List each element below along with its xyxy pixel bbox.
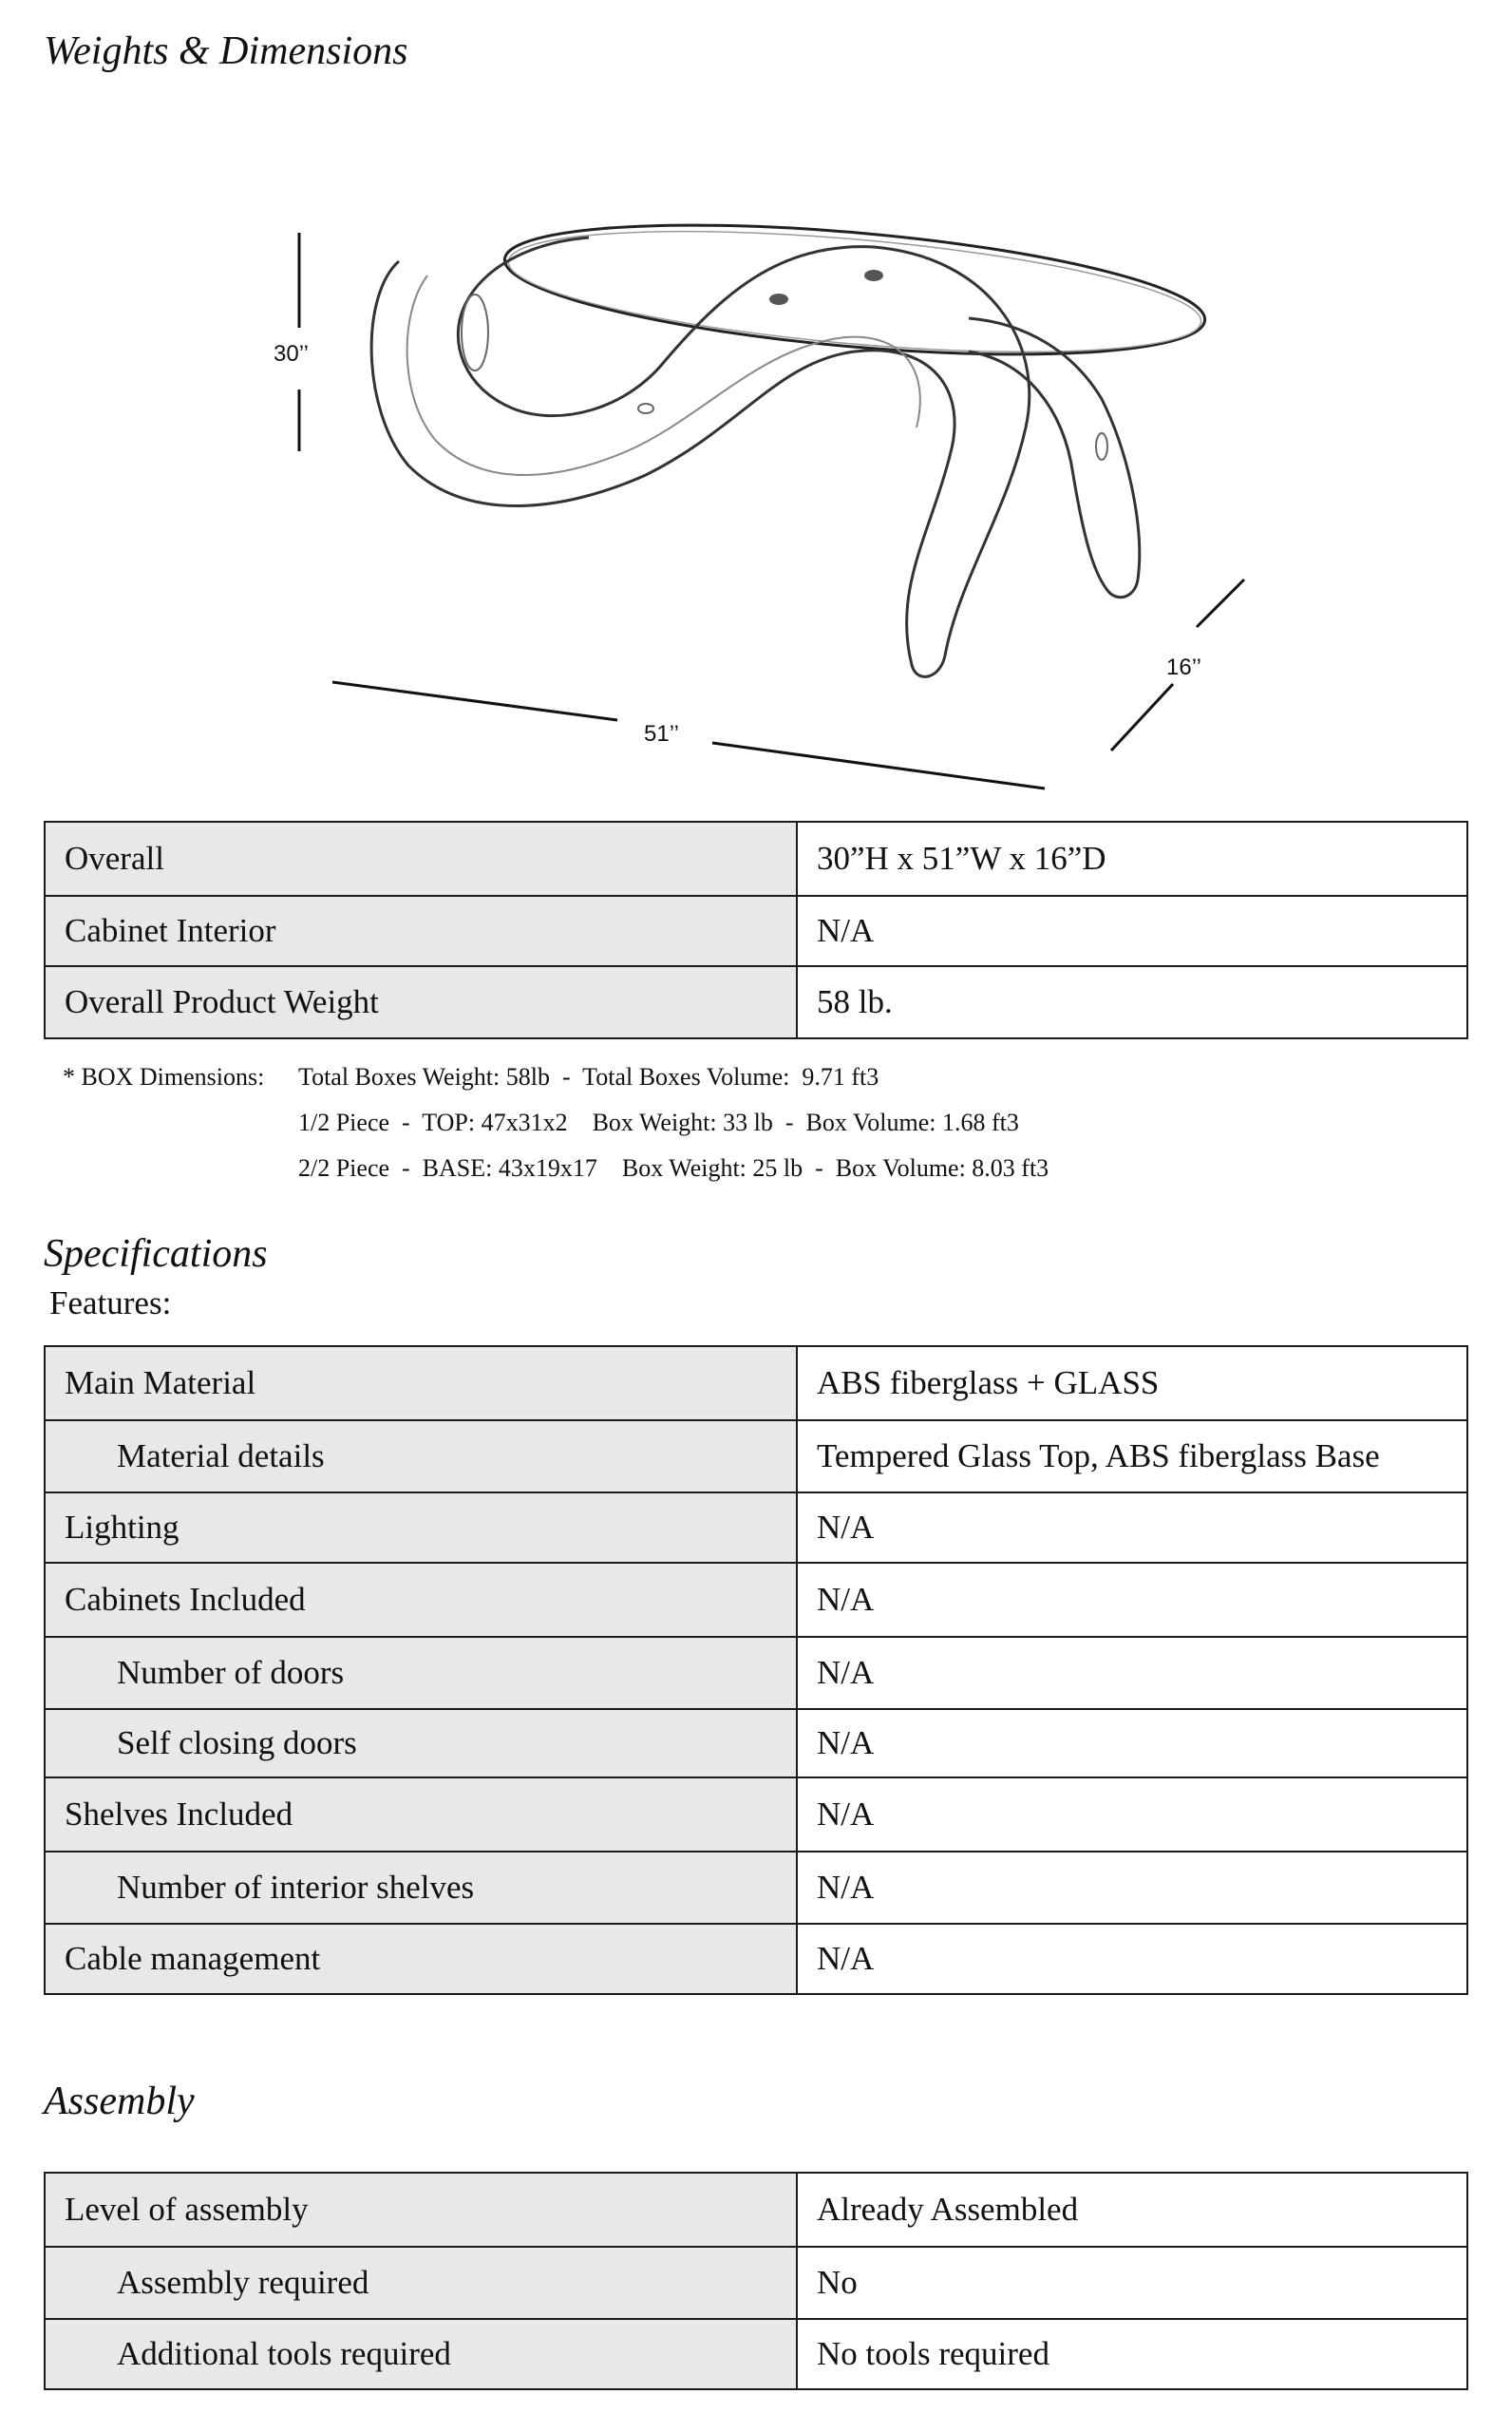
table-row <box>45 1709 1467 1777</box>
row-value: 58 lb. <box>797 966 1467 1038</box>
width-dimension-label: 51’’ <box>644 721 679 747</box>
row-value: N/A <box>797 1852 1467 1924</box>
table-row <box>45 1420 1467 1492</box>
row-label: Shelves Included <box>45 1777 797 1852</box>
assembly-title: Assembly <box>44 2080 195 2123</box>
row-label: Material details <box>45 1420 797 1492</box>
table-row <box>45 2247 1467 2319</box>
row-value: 30”H x 51”W x 16”D <box>797 822 1467 896</box>
height-dimension-label: 30’’ <box>274 341 309 367</box>
row-value: N/A <box>797 1924 1467 1994</box>
row-label: Overall <box>45 822 797 896</box>
row-label: Main Material <box>45 1346 797 1420</box>
box-dimensions-lead: * BOX Dimensions: <box>63 1063 265 1091</box>
row-value: Tempered Glass Top, ABS fiberglass Base <box>797 1420 1467 1492</box>
depth-dimension-line-bottom <box>1111 684 1173 750</box>
row-label: Additional tools required <box>45 2319 797 2389</box>
row-label: Level of assembly <box>45 2173 797 2247</box>
depth-dimension-label: 16’’ <box>1166 655 1201 680</box>
width-dimension-line-left <box>332 682 617 720</box>
table-row <box>45 2173 1467 2247</box>
table-row <box>45 1346 1467 1420</box>
row-value: ABS fiberglass + GLASS <box>797 1346 1467 1420</box>
table-row <box>45 1852 1467 1924</box>
base-detail-hole <box>462 294 488 370</box>
table-row <box>45 1637 1467 1709</box>
glass-mount-pad <box>769 294 788 305</box>
box-dimensions-total: Total Boxes Weight: 58lb - Total Boxes Volume: 9.71 ft3 <box>298 1063 879 1091</box>
row-label: Self closing doors <box>45 1709 797 1777</box>
depth-dimension-line-top <box>1197 580 1244 627</box>
row-label: Cable management <box>45 1924 797 1994</box>
row-value: N/A <box>797 1637 1467 1709</box>
base-detail-hole <box>1096 433 1107 460</box>
glass-mount-pad <box>864 270 883 281</box>
table-row <box>45 822 1467 896</box>
specifications-title: Specifications <box>44 1232 268 1276</box>
row-label: Overall Product Weight <box>45 966 797 1038</box>
table-row <box>45 2319 1467 2389</box>
assembly-table <box>44 2172 1468 2390</box>
row-value: N/A <box>797 1492 1467 1563</box>
row-label: Lighting <box>45 1492 797 1563</box>
base-rear-leg <box>969 318 1140 598</box>
table-row <box>45 966 1467 1038</box>
row-label: Assembly required <box>45 2247 797 2319</box>
row-value: N/A <box>797 1777 1467 1852</box>
width-dimension-line-right <box>712 743 1045 788</box>
row-label: Cabinets Included <box>45 1563 797 1637</box>
weights-dimensions-title: Weights & Dimensions <box>44 29 408 73</box>
table-row <box>45 1924 1467 1994</box>
row-label: Number of interior shelves <box>45 1852 797 1924</box>
table-row <box>45 1563 1467 1637</box>
box-dimensions-piece-2: 2/2 Piece - BASE: 43x19x17 Box Weight: 25 lb - Box Volume: 8.03 ft3 <box>298 1154 1049 1182</box>
specifications-table <box>44 1345 1468 1995</box>
row-value: No <box>797 2247 1467 2319</box>
row-value: No tools required <box>797 2319 1467 2389</box>
row-value: N/A <box>797 1563 1467 1637</box>
weights-table <box>44 821 1468 1039</box>
table-row <box>45 1777 1467 1852</box>
row-value: N/A <box>797 896 1467 966</box>
table-row <box>45 896 1467 966</box>
base-detail-hole <box>638 404 653 413</box>
glass-tabletop-edge <box>504 209 1206 373</box>
row-label: Cabinet Interior <box>45 896 797 966</box>
features-label: Features: <box>49 1284 172 1321</box>
row-label: Number of doors <box>45 1637 797 1709</box>
coffee-table-drawing <box>247 171 1311 836</box>
row-value: Already Assembled <box>797 2173 1467 2247</box>
table-row <box>45 1492 1467 1563</box>
base-swoosh-outline <box>371 238 1030 676</box>
box-dimensions-notes <box>63 1054 1049 1191</box>
box-dimensions-piece-1: 1/2 Piece - TOP: 47x31x2 Box Weight: 33 lb - Box Volume: 1.68 ft3 <box>298 1109 1019 1136</box>
row-value: N/A <box>797 1709 1467 1777</box>
